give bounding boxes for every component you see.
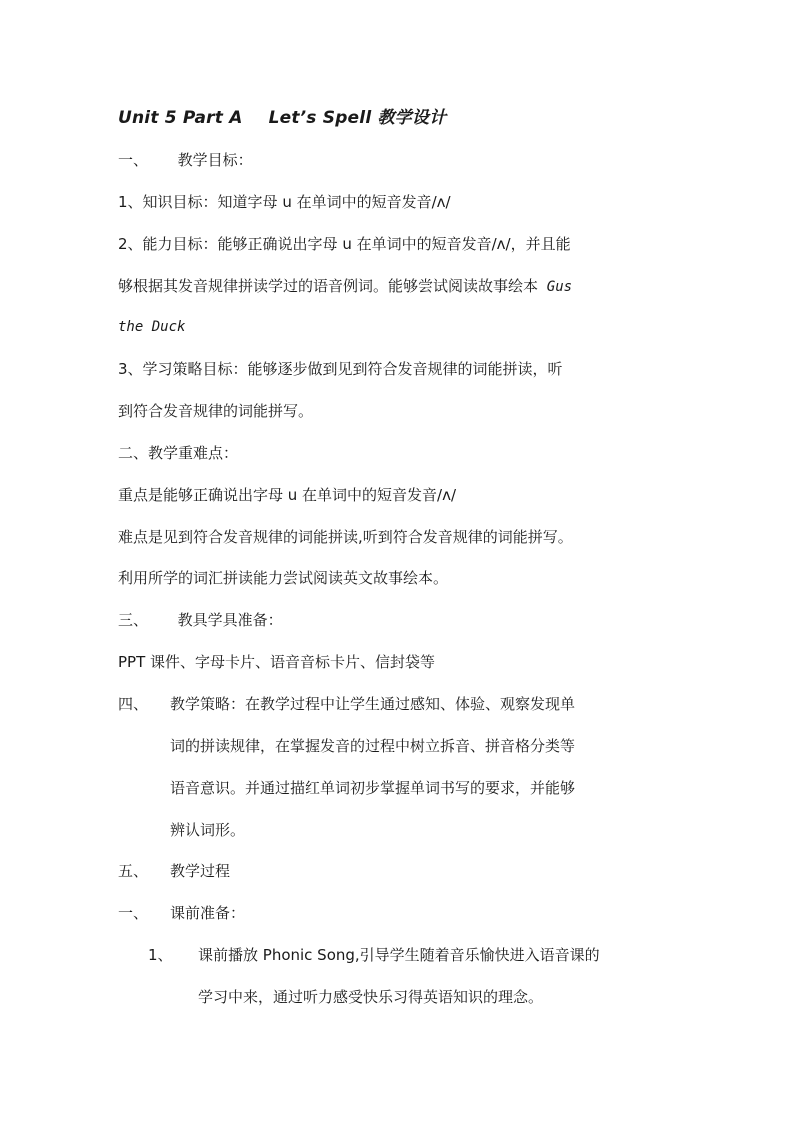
difficult-point-line-2: 利用所学的词汇拼读能力尝试阅读英文故事绘本。: [118, 569, 449, 587]
section-3-number: 三、: [118, 611, 149, 629]
section-3-heading: [118, 610, 283, 630]
step-1-number: 1、: [148, 946, 173, 964]
title-lesson: Let’s Spell: [268, 108, 372, 128]
subsection-1-title: 课前准备：: [170, 904, 246, 922]
difficult-point-line-1: 难点是见到符合发音规律的词能拼读,听到符合发音规律的词能拼写。: [118, 528, 573, 546]
book-title-part-2: the Duck: [118, 319, 186, 335]
step-1-line-2: 学习中来，通过听力感受快乐习得英语知识的理念。: [198, 988, 544, 1006]
strategy-line-4: 辨认词形。: [170, 821, 246, 839]
section-2-heading: 二、教学重难点：: [118, 444, 239, 462]
objective-2-line-2: [118, 276, 572, 297]
objective-2-text: 够根据其发音规律拼读学过的语音例词。能够尝试阅读故事绘本: [118, 277, 539, 295]
section-4-number: 四、: [118, 695, 149, 713]
document-title: [118, 108, 446, 128]
book-title-part-1: Gus: [546, 279, 573, 295]
objective-1: 1、知识目标：知道字母 u 在单词中的短音发音/ʌ/: [118, 193, 451, 211]
step-1-line-1: 课前播放 Phonic Song,引导学生随着音乐愉快进入语音课的: [198, 946, 600, 964]
section-5-title: 教学过程: [170, 862, 231, 880]
title-unit: Unit 5 Part A: [118, 108, 243, 128]
objective-3-line-1: 3、学习策略目标：能够逐步做到见到符合发音规律的词能拼读，听: [118, 360, 563, 378]
objective-3-line-2: 到符合发音规律的词能拼写。: [118, 402, 314, 420]
section-1-title: 教学目标：: [177, 151, 253, 169]
section-1-number: 一、: [118, 151, 149, 169]
subsection-1-number: 一、: [118, 904, 149, 922]
strategy-line-3: 语音意识。并通过描红单词初步掌握单词书写的要求，并能够: [170, 779, 576, 797]
section-1-heading: [118, 150, 253, 170]
strategy-line-2: 词的拼读规律，在掌握发音的过程中树立拆音、拼音格分类等: [170, 737, 576, 755]
title-suffix: 教学设计: [377, 108, 447, 128]
objective-2-line-1: 2、能力目标：能够正确说出字母 u 在单词中的短音发音/ʌ/，并且能: [118, 235, 571, 253]
materials-list: PPT 课件、字母卡片、语音音标卡片、信封袋等: [118, 653, 436, 671]
section-5-number: 五、: [118, 862, 149, 880]
strategy-line-1: 教学策略：在教学过程中让学生通过感知、体验、观察发现单: [170, 695, 576, 713]
key-point: 重点是能够正确说出字母 u 在单词中的短音发音/ʌ/: [118, 486, 457, 504]
section-3-title: 教具学具准备：: [177, 611, 283, 629]
